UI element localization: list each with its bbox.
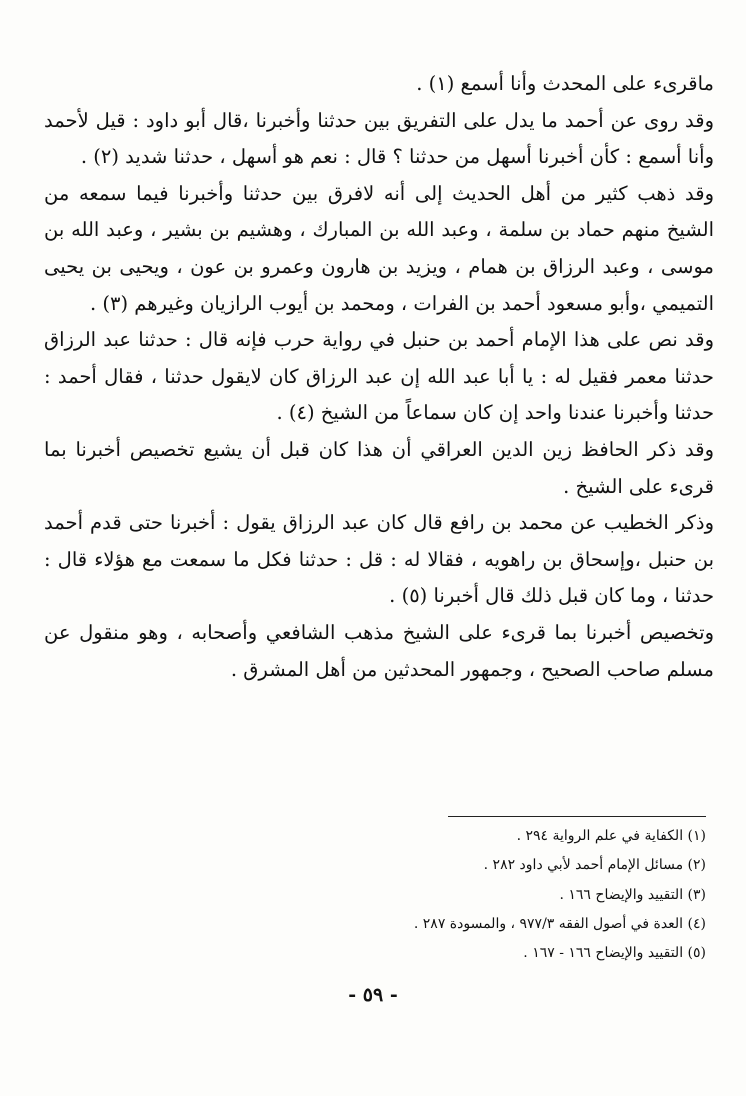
paragraph-6: وذكر الخطيب عن محمد بن رافع قال كان عبد الرزاق يقول : أخبرنا حتى قدم أحمد بن حنبل ،وإسحاق بن راهويه ، فقالا له : قل : حدثنا فكل ما سمعت مع هؤلاء قال : حدثنا ، وما كان قبل ذلك قال أخبرنا (٥) . xyxy=(44,511,714,608)
footnote-2: (٢) مسائل الإمام أحمد لأبي داود ٢٨٢ . xyxy=(483,857,706,874)
footnote-5: (٥) التقييد والإيضاح ١٦٦ - ١٦٧ . xyxy=(523,945,706,962)
paragraph-4: وقد نص على هذا الإمام أحمد بن حنبل في رواية حرب فإنه قال : حدثنا عبد الرزاق حدثنا معمر فقيل له : يا أبا عبد الله إن عبد الرزاق كان لايقول حدثنا ، فقال أحمد : حدثنا وأخبرنا عندنا واحد إن كان سماعاً من الشيخ (٤) . xyxy=(44,328,714,425)
paragraph-1: ماقرىء على المحدث وأنا أسمع (١) . xyxy=(416,72,714,95)
footnote-1: (١) الكفاية في علم الرواية ٢٩٤ . xyxy=(516,828,706,844)
paragraph-2: وقد روى عن أحمد ما يدل على التفريق بين حدثنا وأخبرنا ،قال أبو داود : قيل لأحمد وأنا أسمع : كأن أخبرنا أسهل من حدثنا ؟ قال : نعم هو أسهل ، حدثنا شديد (٢) . xyxy=(44,108,714,169)
paragraph-7: وتخصيص أخبرنا بما قرىء على الشيخ مذهب الشافعي وأصحابه ، وهو منقول عن مسلم صاحب الصحيح ، وجمهور المحدثين من أهل المشرق . xyxy=(44,620,714,681)
main-text xyxy=(44,66,714,688)
paragraph-5: وقد ذكر الحافظ زين الدين العراقي أن هذا كان قبل أن يشيع تخصيص أخبرنا بما قرىء على الشيخ . xyxy=(44,437,714,498)
page-number: - ٥٩ - xyxy=(348,984,398,1006)
footnote-3: (٣) التقييد والإيضاح ١٦٦ . xyxy=(559,886,706,903)
footnote-4: (٤) العدة في أصول الفقه ٩٧٧/٣ ، والمسودة ٢٨٧ . xyxy=(413,915,706,932)
footnote-divider xyxy=(448,816,706,817)
footnotes xyxy=(146,822,706,968)
paragraph-3: وقد ذهب كثير من أهل الحديث إلى أنه لافرق بين حدثنا وأخبرنا فيما سمعه من الشيخ منهم حماد بن سلمة ، وعبد الله بن المبارك ، وهشيم بن بشير ، وعبد الله بن موسى ، وعبد الرزاق بن همام ، ويزيد بن هارون وعمرو بن عون ، ويحيى بن يحيى التميمي ،وأبو مسعود أحمد بن الفرات ، ومحمد بن أيوب الرازيان وغيرهم (٣) . xyxy=(44,181,714,315)
